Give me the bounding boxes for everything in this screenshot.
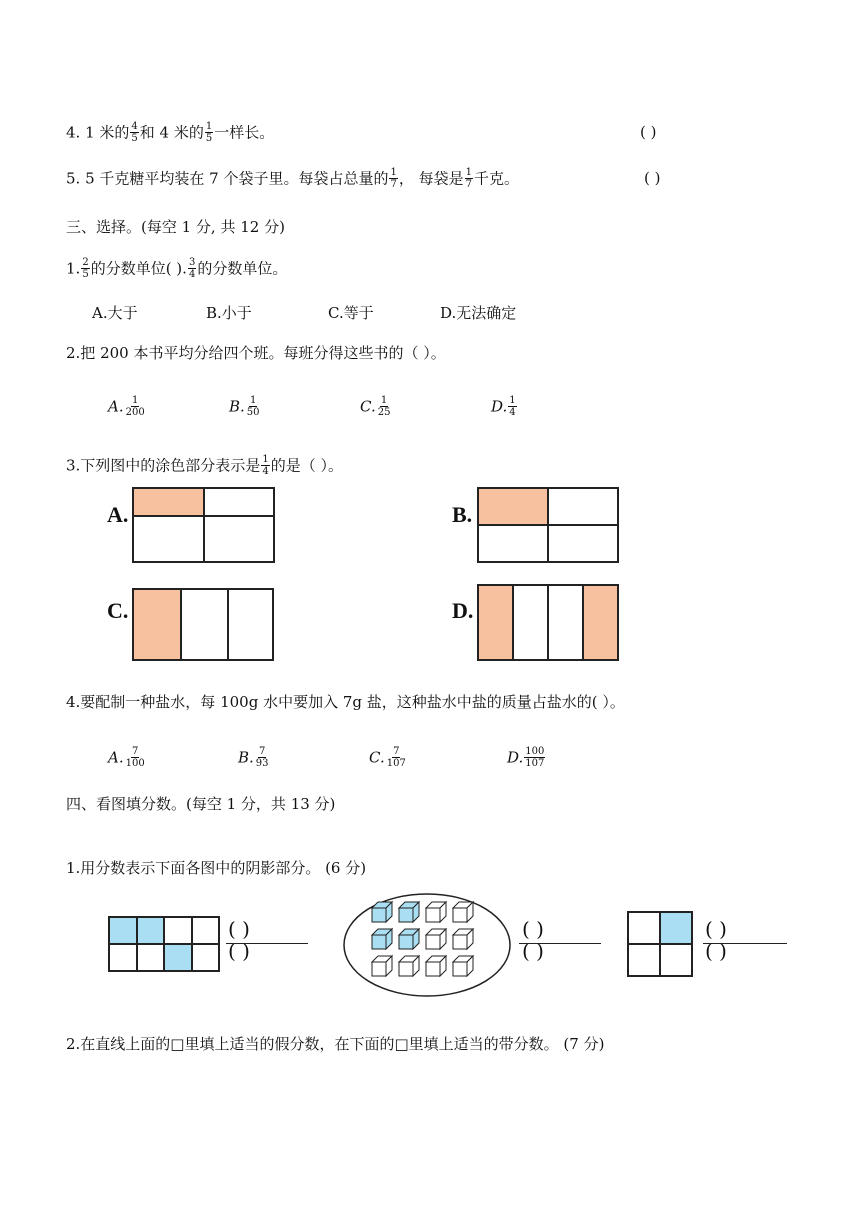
- cube: [453, 929, 473, 949]
- fraction-bar: [226, 943, 308, 944]
- grid-figure-3: [627, 911, 693, 977]
- fraction: $\frac{1}{4}$: [262, 454, 269, 477]
- fraction: $\frac{1}{7}$: [390, 167, 397, 190]
- fraction: $\frac{1}{5}$: [205, 121, 213, 144]
- question-5: 5. 5 千克糖平均装在 7 个袋子里。每袋占总量的 $\frac{1}{7}$ ， 每袋是 $\frac{1}{7}$ 千克。: [66, 167, 520, 190]
- option-c[interactable]: C. $\frac{1}{25}$: [360, 395, 391, 418]
- cube: [399, 956, 419, 976]
- cube-ellipse-figure: [342, 892, 512, 998]
- figure-d[interactable]: [477, 584, 619, 661]
- answer-paren[interactable]: ( ): [644, 169, 661, 187]
- option-b[interactable]: B. $\frac{7}{93}$: [238, 746, 269, 769]
- shaded-cell: [478, 585, 513, 660]
- section-title: 四、看图填分数。(每空 1 分，共 13 分): [66, 795, 336, 813]
- cube: [372, 956, 392, 976]
- option-b[interactable]: B. $\frac{1}{50}$: [229, 395, 260, 418]
- cube: [426, 956, 446, 976]
- shaded-cube: [399, 902, 419, 922]
- fraction-bar: [703, 943, 787, 944]
- option-a[interactable]: A.大于: [92, 304, 138, 322]
- option-d[interactable]: D. $\frac{100}{107}$: [507, 746, 545, 769]
- cube: [426, 929, 446, 949]
- shaded-cell: [133, 488, 204, 516]
- option-c[interactable]: C. $\frac{7}{107}$: [369, 746, 406, 769]
- figure-a[interactable]: [132, 487, 275, 563]
- fraction: $\frac{4}{5}$: [131, 121, 138, 144]
- shaded-cell: [133, 589, 181, 660]
- option-a[interactable]: A. $\frac{7}{100}$: [108, 746, 145, 769]
- question-4: 4. 1 米的 $\frac{4}{5}$ 和 4 米的 $\frac{1}{5}$ 一样长。: [66, 121, 275, 144]
- figure-c[interactable]: [132, 588, 274, 661]
- choice-question-4: 4.要配制一种盐水，每 100g 水中要加入 7g 盐，这种盐水中盐的质量占盐水的( ）。: [66, 693, 625, 711]
- fraction: $\frac{1}{7}$: [465, 167, 473, 190]
- shaded-cube: [372, 929, 392, 949]
- option-c[interactable]: C.等于: [328, 304, 374, 322]
- figure-b[interactable]: [477, 487, 619, 563]
- shaded-cell: [583, 585, 618, 660]
- choice-question-3: 3.下列图中的涂色部分表示是 $\frac{1}{4}$ 的是（ ）。: [66, 454, 343, 477]
- answer-paren[interactable]: ( ): [640, 123, 657, 141]
- option-d[interactable]: D.无法确定: [440, 304, 517, 322]
- fill-question-1: 1.用分数表示下面各图中的阴影部分。 (6 分): [66, 859, 367, 877]
- fraction: $\frac{3}{4}$: [188, 257, 196, 280]
- fill-question-2: 2.在直线上面的□里填上适当的假分数，在下面的□里填上适当的带分数。 (7 分): [66, 1035, 605, 1053]
- section-title: 三、选择。(每空 1 分, 共 12 分): [66, 218, 285, 236]
- shaded-cube: [399, 929, 419, 949]
- cube: [453, 956, 473, 976]
- fraction-answer-blank[interactable]: ( ) ( ): [705, 917, 727, 963]
- cube: [453, 902, 473, 922]
- shaded-cube: [372, 902, 392, 922]
- option-a[interactable]: A. $\frac{1}{200}$: [108, 395, 145, 418]
- cube: [426, 902, 446, 922]
- choice-question-2: 2.把 200 本书平均分给四个班。每班分得这些书的（ ）。: [66, 344, 446, 362]
- figure-label-b: B.: [452, 502, 473, 527]
- fraction-answer-blank[interactable]: ( ) ( ): [522, 917, 544, 963]
- figure-label-a: A.: [107, 502, 129, 527]
- fraction-bar: [519, 943, 601, 944]
- fraction: $\frac{2}{5}$: [82, 257, 89, 280]
- fraction-answer-blank[interactable]: ( ) ( ): [228, 917, 250, 963]
- option-b[interactable]: B.小于: [206, 304, 252, 322]
- shaded-cell: [478, 488, 548, 525]
- figure-label-d: D.: [452, 598, 474, 623]
- option-d[interactable]: D. $\frac{1}{4}$: [491, 395, 516, 418]
- choice-question-1: 1. $\frac{2}{5}$ 的分数单位( ). $\frac{3}{4}$ 的分数单位。: [66, 257, 288, 280]
- grid-figure-1: [108, 916, 220, 972]
- figure-label-c: C.: [107, 598, 129, 623]
